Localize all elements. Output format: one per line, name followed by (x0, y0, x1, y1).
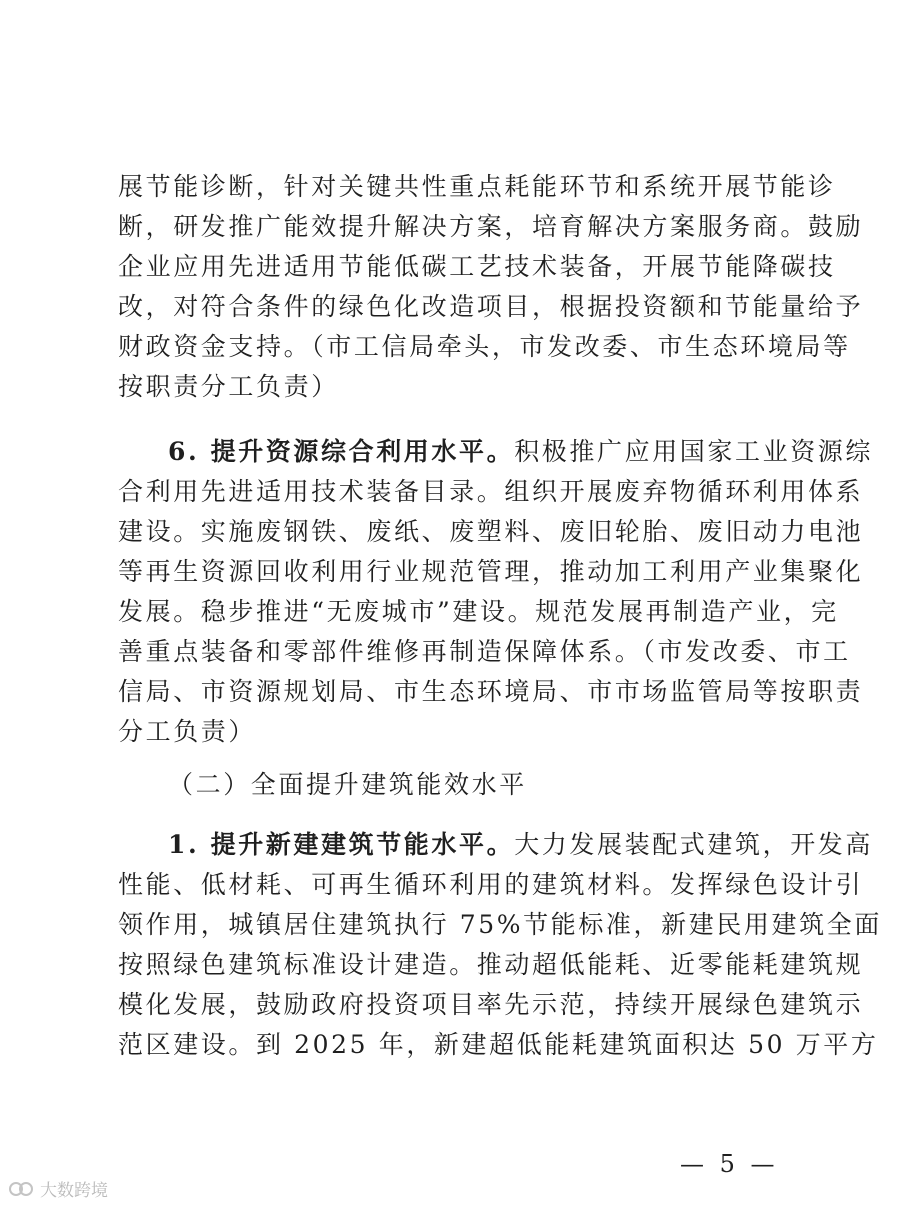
paragraph-line: 财政资金支持。（市工信局牵头，市发改委、市生态环境局等 (118, 332, 851, 361)
paragraph-line: 信局、市资源规划局、市生态环境局、市市场监管局等按职责 (118, 677, 864, 706)
paragraph-line: 范区建设。到 2025 年，新建超低能耗建筑面积达 50 万平方 (118, 1030, 879, 1059)
watermark (8, 1176, 108, 1201)
paragraph-line: 合利用先进适用技术装备目录。组织开展废弃物循环利用体系 (118, 477, 864, 506)
subsection-title: （二）全面提升建筑能效水平 (168, 770, 527, 799)
page-number: — 5 — (680, 1150, 779, 1178)
paragraph-line: 按照绿色建筑标准设计建造。推动超低能耗、近零能耗建筑规 (118, 950, 864, 979)
paragraph-line: 建设。实施废钢铁、废纸、废塑料、废旧轮胎、废旧动力电池 (118, 517, 864, 546)
paragraph-line: 领作用，城镇居住建筑执行 75%节能标准，新建民用建筑全面 (118, 910, 882, 939)
watermark-text: 大数跨境 (40, 1181, 108, 1201)
paragraph-line: 发展。稳步推进“无废城市”建设。规范发展再制造产业，完 (118, 597, 839, 626)
section-heading: 1. 提升新建建筑节能水平。 (168, 830, 515, 859)
paragraph-line: 性能、低材耗、可再生循环利用的建筑材料。发挥绿色设计引 (118, 870, 864, 899)
watermark-logo-icon (8, 1179, 34, 1199)
paragraph-line: 模化发展，鼓励政府投资项目率先示范，持续开展绿色建筑示 (118, 990, 864, 1019)
paragraph-line: 分工负责） (118, 717, 257, 746)
paragraph-line: 断，研发推广能效提升解决方案，培育解决方案服务商。鼓励 (118, 212, 864, 241)
paragraph-line: 按职责分工负责） (118, 372, 339, 401)
paragraph-line: 企业应用先进适用节能低碳工艺技术装备，开展节能降碳技 (118, 252, 836, 281)
paragraph-line: 改，对符合条件的绿色化改造项目，根据投资额和节能量给予 (118, 292, 864, 321)
paragraph-line: 展节能诊断，针对关键共性重点耗能环节和系统开展节能诊 (118, 172, 836, 201)
paragraph-line: 善重点装备和零部件维修再制造保障体系。（市发改委、市工 (118, 637, 851, 666)
section-heading-line: 6. 提升资源综合利用水平。积极推广应用国家工业资源综 (168, 437, 874, 466)
section-heading-line: 1. 提升新建建筑节能水平。大力发展装配式建筑，开发高 (168, 830, 874, 859)
section-heading: 6. 提升资源综合利用水平。 (168, 437, 515, 466)
paragraph-line: 等再生资源回收利用行业规范管理，推动加工利用产业集聚化 (118, 557, 864, 586)
